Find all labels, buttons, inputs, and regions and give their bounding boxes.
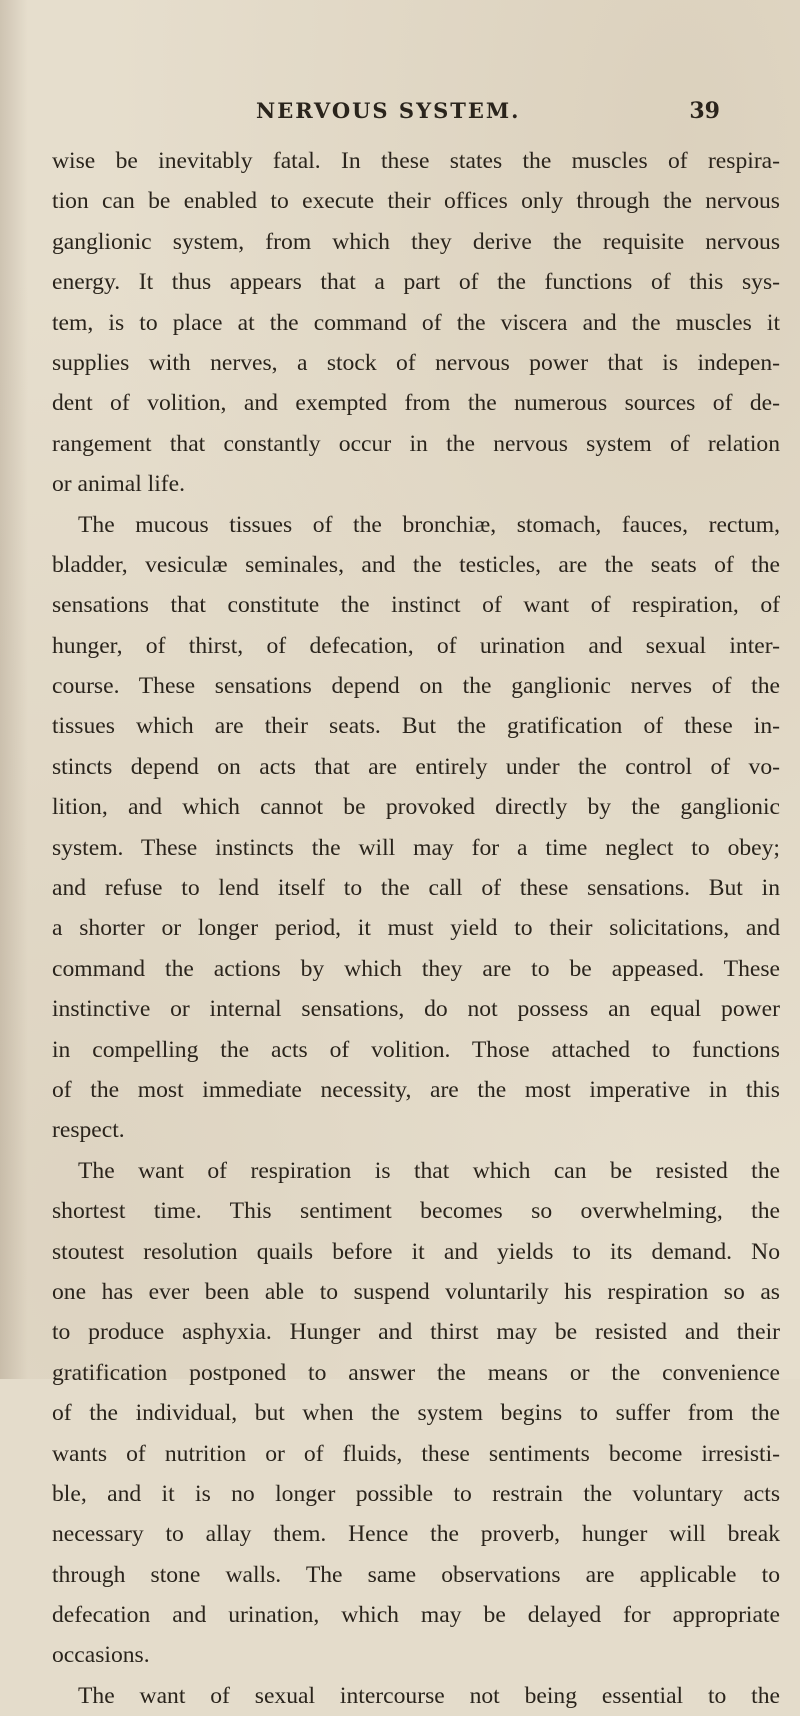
text-line: shortest time. This sentiment becomes so overwhelming, the <box>52 1198 780 1225</box>
text-line: in compelling the acts of volition. Those attached to functions <box>52 1036 780 1063</box>
text-line: dent of volition, and exempted from the numerous sources of de- <box>52 390 780 417</box>
text-line: sensations that constitute the instinct of want of respiration, of <box>52 592 780 619</box>
text-line: gratification postponed to answer the means or the convenience <box>52 1359 780 1386</box>
page-number: 39 <box>689 98 720 124</box>
text-line: stincts depend on acts that are entirely under the control of vo- <box>52 753 780 780</box>
text-line: tion can be enabled to execute their offices only through the nervous <box>52 188 780 215</box>
text-line: of the individual, but when the system begins to suffer from the <box>52 1400 780 1427</box>
text-line: occasions. <box>52 1642 150 1669</box>
text-line: command the actions by which they are to be appeased. These <box>52 955 780 982</box>
text-line: hunger, of thirst, of defecation, of urination and sexual inter- <box>52 632 780 659</box>
text-line: energy. It thus appears that a part of the functions of this sys- <box>52 269 780 296</box>
text-line: respect. <box>52 1117 125 1144</box>
text-line: defecation and urination, which may be delayed for appropriate <box>52 1602 780 1629</box>
text-line: stoutest resolution quails before it and yields to its demand. No <box>52 1238 780 1265</box>
text-line: tissues which are their seats. But the gratification of these in- <box>52 713 780 740</box>
text-line: of the most immediate necessity, are the most imperative in this <box>52 1076 780 1103</box>
text-line: wants of nutrition or of fluids, these sentiments become irresisti- <box>52 1440 780 1467</box>
text-line: bladder, vesiculæ seminales, and the testicles, are the seats of the <box>52 551 780 578</box>
text-line: through stone walls. The same observations are applicable to <box>52 1561 780 1588</box>
text-line: supplies with nerves, a stock of nervous power that is indepen- <box>52 349 780 376</box>
text-line: a shorter or longer period, it must yield to their solicitations, and <box>52 915 780 942</box>
text-line: system. These instincts the will may for a time neglect to obey; <box>52 834 780 861</box>
text-line: wise be inevitably fatal. In these states the muscles of respira- <box>52 148 780 174</box>
text-line: and refuse to lend itself to the call of these sensations. But in <box>52 875 780 902</box>
text-line: one has ever been able to suspend voluntarily his respiration so as <box>52 1278 780 1305</box>
text-line: or animal life. <box>52 471 185 498</box>
text-line: ble, and it is no longer possible to restrain the voluntary acts <box>52 1480 780 1507</box>
page-gutter-shadow <box>0 0 28 1379</box>
body-text <box>52 141 780 1716</box>
text-line: The mucous tissues of the bronchiæ, stomach, fauces, rectum, <box>78 511 780 538</box>
text-line: course. These sensations depend on the ganglionic nerves of the <box>52 673 780 700</box>
text-line: lition, and which cannot be provoked directly by the ganglionic <box>52 794 780 821</box>
text-line: instinctive or internal sensations, do not possess an equal power <box>52 996 780 1023</box>
text-line: tem, is to place at the command of the viscera and the muscles it <box>52 309 780 336</box>
text-line: ganglionic system, from which they derive the requisite nervous <box>52 228 780 255</box>
text-line: The want of respiration is that which can be resisted the <box>78 1157 780 1184</box>
running-title: NERVOUS SYSTEM. <box>256 98 521 123</box>
text-line: rangement that constantly occur in the nervous system of relation <box>52 430 780 457</box>
text-line: necessary to allay them. Hence the proverb, hunger will break <box>52 1521 780 1548</box>
text-line: The want of sexual intercourse not being essential to the <box>78 1682 780 1709</box>
text-line: to produce asphyxia. Hunger and thirst may be resisted and their <box>52 1319 780 1346</box>
page-header <box>160 98 720 128</box>
